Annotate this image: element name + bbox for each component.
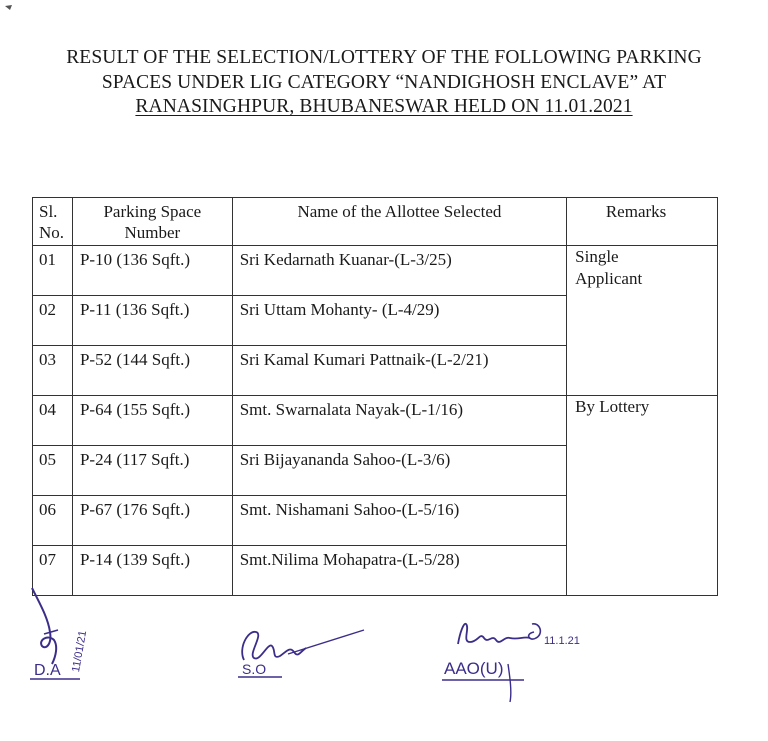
scan-mark-icon — [4, 4, 14, 12]
header-remarks: Remarks — [567, 198, 718, 246]
cell-sl: 05 — [33, 446, 73, 496]
cell-allottee-name: Smt.Nilima Mohapatra-(L-5/28) — [232, 546, 566, 596]
remark-line2: Applicant — [575, 269, 643, 288]
cell-parking-space: P-52 (144 Sqft.) — [72, 346, 232, 396]
aao-date: 11.1.21 — [544, 635, 580, 647]
cell-parking-space: P-10 (136 Sqft.) — [72, 246, 232, 296]
header-sl-no — [33, 198, 73, 246]
cell-allottee-name: Sri Kamal Kumari Pattnaik-(L-2/21) — [232, 346, 566, 396]
da-date: 11/01/21 — [70, 629, 90, 674]
title-line-1: RESULT OF THE SELECTION/LOTTERY OF THE FOLLOWING PARKING — [66, 47, 702, 68]
cell-sl: 03 — [33, 346, 73, 396]
table-header-row — [33, 198, 718, 246]
header-allottee-name: Name of the Allottee Selected — [232, 198, 566, 246]
cell-sl: 07 — [33, 546, 73, 596]
document-title — [0, 46, 768, 120]
cell-allottee-name: Smt. Swarnalata Nayak-(L-1/16) — [232, 396, 566, 446]
aao-signature — [440, 614, 610, 704]
header-space-line1: Parking Space — [103, 202, 202, 221]
cell-remarks-single-applicant — [567, 246, 718, 396]
da-signature — [18, 584, 128, 684]
header-space-line2: Number — [124, 223, 181, 242]
cell-allottee-name: Smt. Nishamani Sahoo-(L-5/16) — [232, 496, 566, 546]
header-sl-line2: No. — [39, 223, 65, 242]
title-line-3: RANASINGHPUR, BHUBANESWAR HELD ON 11.01.2021 — [135, 96, 633, 117]
cell-parking-space: P-24 (117 Sqft.) — [72, 446, 232, 496]
cell-allottee-name: Sri Bijayananda Sahoo-(L-3/6) — [232, 446, 566, 496]
so-label: S.O — [242, 661, 267, 677]
cell-sl: 06 — [33, 496, 73, 546]
allotment-table — [32, 197, 718, 596]
header-parking-space — [72, 198, 232, 246]
cell-allottee-name: Sri Kedarnath Kuanar-(L-3/25) — [232, 246, 566, 296]
header-sl-line1: Sl. — [39, 202, 58, 221]
title-line-2: SPACES UNDER LIG CATEGORY “NANDIGHOSH ENCLAVE” AT — [101, 71, 667, 93]
cell-allottee-name: Sri Uttam Mohanty- (L-4/29) — [232, 296, 566, 346]
cell-remarks-by-lottery — [567, 396, 718, 596]
da-label: D.A — [34, 662, 61, 679]
table-row — [33, 246, 718, 296]
cell-parking-space: P-14 (139 Sqft.) — [72, 546, 232, 596]
remark-line1: Single — [575, 247, 619, 266]
cell-sl: 04 — [33, 396, 73, 446]
so-signature — [228, 612, 378, 682]
cell-sl: 02 — [33, 296, 73, 346]
remark-line1: By Lottery — [575, 397, 650, 416]
cell-parking-space: P-64 (155 Sqft.) — [72, 396, 232, 446]
table-row — [33, 396, 718, 446]
cell-sl: 01 — [33, 246, 73, 296]
aao-label: AAO(U) — [444, 659, 504, 678]
cell-parking-space: P-67 (176 Sqft.) — [72, 496, 232, 546]
cell-parking-space: P-11 (136 Sqft.) — [72, 296, 232, 346]
